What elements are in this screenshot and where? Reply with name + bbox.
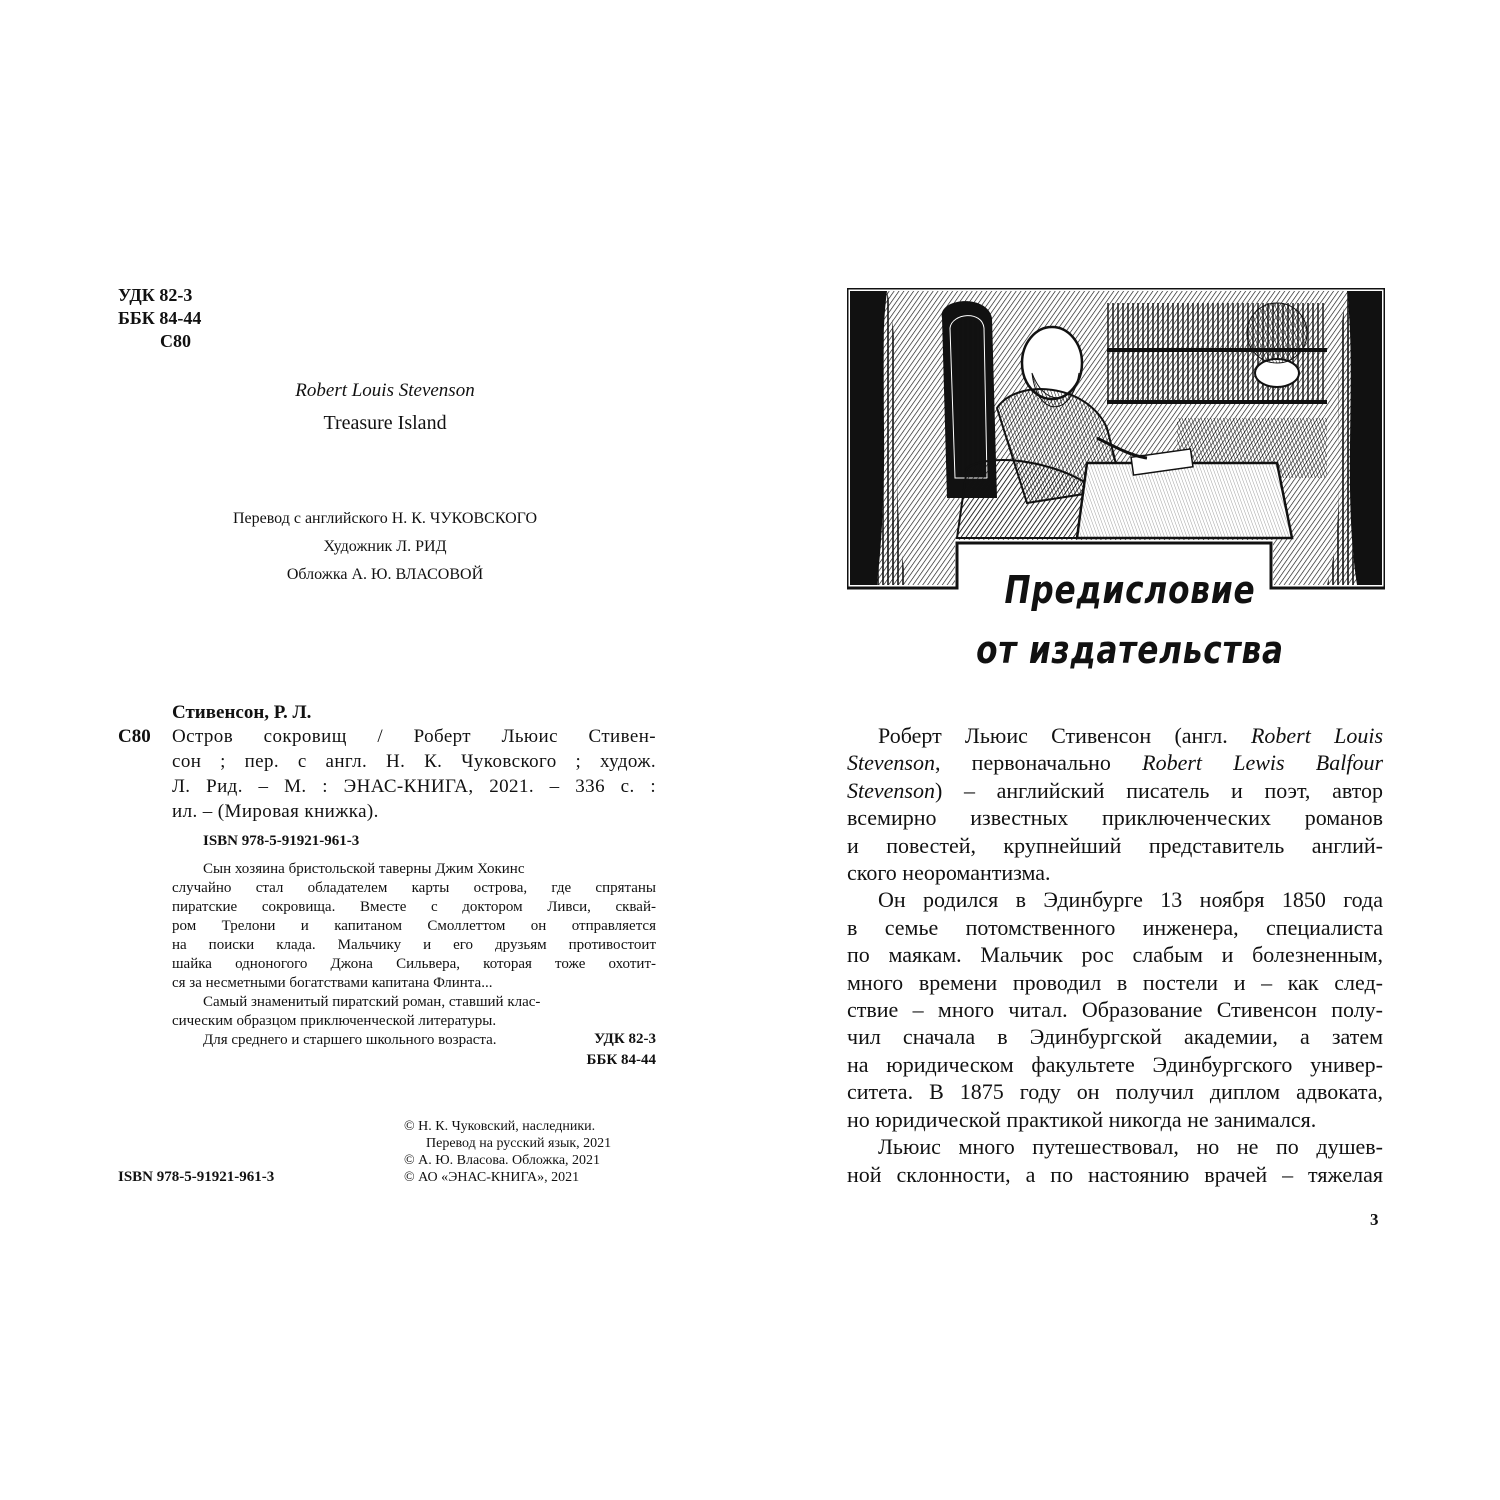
illustrator-credit: Художник Л. РИД	[323, 538, 447, 555]
bib-description	[172, 724, 656, 824]
chapter-title	[941, 560, 1318, 680]
udk-code: УДК 82-3	[594, 1031, 656, 1047]
bib-isbn: ISBN 978-5-91921-961-3	[203, 833, 360, 849]
translator-credit: Перевод с английского Н. К. ЧУКОВСКОГО	[232, 510, 538, 527]
original-author: Robert Louis Stevenson	[295, 380, 475, 401]
text-line: много времени проводил в постели и – как след-	[847, 969, 1383, 995]
text-line: ствие – много читал. Образование Стивенсон полу-	[847, 997, 1383, 1023]
text-line: ной склонности, а по настоянию врачей – тяжелая	[847, 1161, 1383, 1187]
annotation-line: ром Трелони и капитаном Смоллеттом он отправляется	[172, 918, 656, 934]
bbk-code: ББК 84-44	[118, 308, 202, 328]
text-line: Роберт Льюис Стивенсон (англ. Robert Louis	[878, 723, 1384, 748]
library-codes	[118, 284, 201, 353]
page-number: 3	[1370, 1210, 1379, 1229]
chapter-title-line: от издательства	[976, 628, 1284, 672]
annotation-line: пиратские сокровища. Вместе с доктором Ливси, сквай-	[172, 899, 656, 915]
author-sign: С80	[160, 331, 191, 351]
annotation-line: Самый знаменитый пиратский роман, ставший клас-	[203, 994, 541, 1010]
text-line: Stevenson, первоначально Robert Lewis Balfour	[847, 750, 1384, 776]
bib-author: Стивенсон, Р. Л.	[172, 702, 312, 723]
bib-line: Л. Рид. – М. : ЭНАС-КНИГА, 2021. – 336 с. :	[172, 776, 656, 797]
cover-credit: Обложка А. Ю. ВЛАСОВОЙ	[286, 566, 484, 583]
udk-code: УДК 82-3	[118, 285, 193, 305]
body-text	[847, 722, 1383, 1188]
annotation	[172, 860, 656, 1050]
bib-line: сон ; пер. с англ. Н. К. Чуковского ; худож.	[172, 751, 656, 772]
copyright-line: © А. Ю. Власова. Обложка, 2021	[404, 1153, 601, 1168]
text-line: Stevenson) – английский писатель и поэт, автор	[847, 777, 1383, 803]
text-line: но юридической практикой никогда не занимался.	[847, 1106, 1317, 1132]
bbk-code: ББК 84-44	[586, 1052, 656, 1068]
text-line: Льюис много путешествовал, но не по душев-	[878, 1134, 1383, 1160]
text-line: ситета. В 1875 году он получил диплом адвоката,	[847, 1079, 1383, 1105]
text-line: всемирно известных приключенческих романов	[847, 805, 1383, 831]
isbn: ISBN 978-5-91921-961-3	[118, 1169, 275, 1185]
text-line: чил сначала в Эдинбургской академии, а затем	[847, 1024, 1383, 1050]
text-line: Он родился в Эдинбурге 13 ноября 1850 года	[878, 887, 1383, 913]
bib-line: ил. – (Мировая книжка).	[172, 801, 379, 822]
annotation-line: Для среднего и старшего школьного возраста.	[203, 1032, 497, 1048]
text-line: ского неоромантизма.	[847, 860, 1051, 886]
annotation-line: на поиски клада. Мальчику и его друзьям противостоит	[172, 937, 656, 953]
text-line: в семье потомственного инженера, специалиста	[847, 914, 1383, 940]
copyright-line: © АО «ЭНАС-КНИГА», 2021	[404, 1170, 580, 1185]
bib-line: Остров сокровищ / Роберт Льюис Стивен-	[172, 726, 656, 747]
text-line: и повестей, крупнейший представитель англий-	[847, 832, 1383, 858]
annotation-line: случайно стал обладателем карты острова, где спрятаны	[172, 880, 656, 896]
credits	[150, 505, 620, 589]
original-title: Treasure Island	[323, 412, 447, 434]
text-line: на юридическом факультете Эдинбургского универ-	[847, 1051, 1383, 1077]
text-line: по маякам. Мальчик рос слабым и болезненным,	[847, 942, 1383, 968]
copyright-line: Перевод на русский язык, 2021	[426, 1136, 612, 1151]
annotation-line: сическим образцом приключенческой литературы.	[172, 1013, 497, 1029]
annotation-line: Сын хозяина бристольской таверны Джим Хокинс	[203, 861, 525, 877]
annotation-line: ся за несметными богатствами капитана Флинта...	[172, 975, 493, 991]
bib-code: С80	[118, 726, 151, 747]
annotation-line: шайка одноногого Джона Сильвера, которая тоже охотит-	[172, 956, 656, 972]
library-codes-bottom	[500, 1029, 656, 1071]
chapter-illustration	[847, 288, 1385, 590]
copyright-line: © Н. К. Чуковский, наследники.	[404, 1119, 596, 1134]
copyright-block	[404, 1118, 611, 1186]
chapter-title-line: Предисловие	[1004, 568, 1256, 612]
